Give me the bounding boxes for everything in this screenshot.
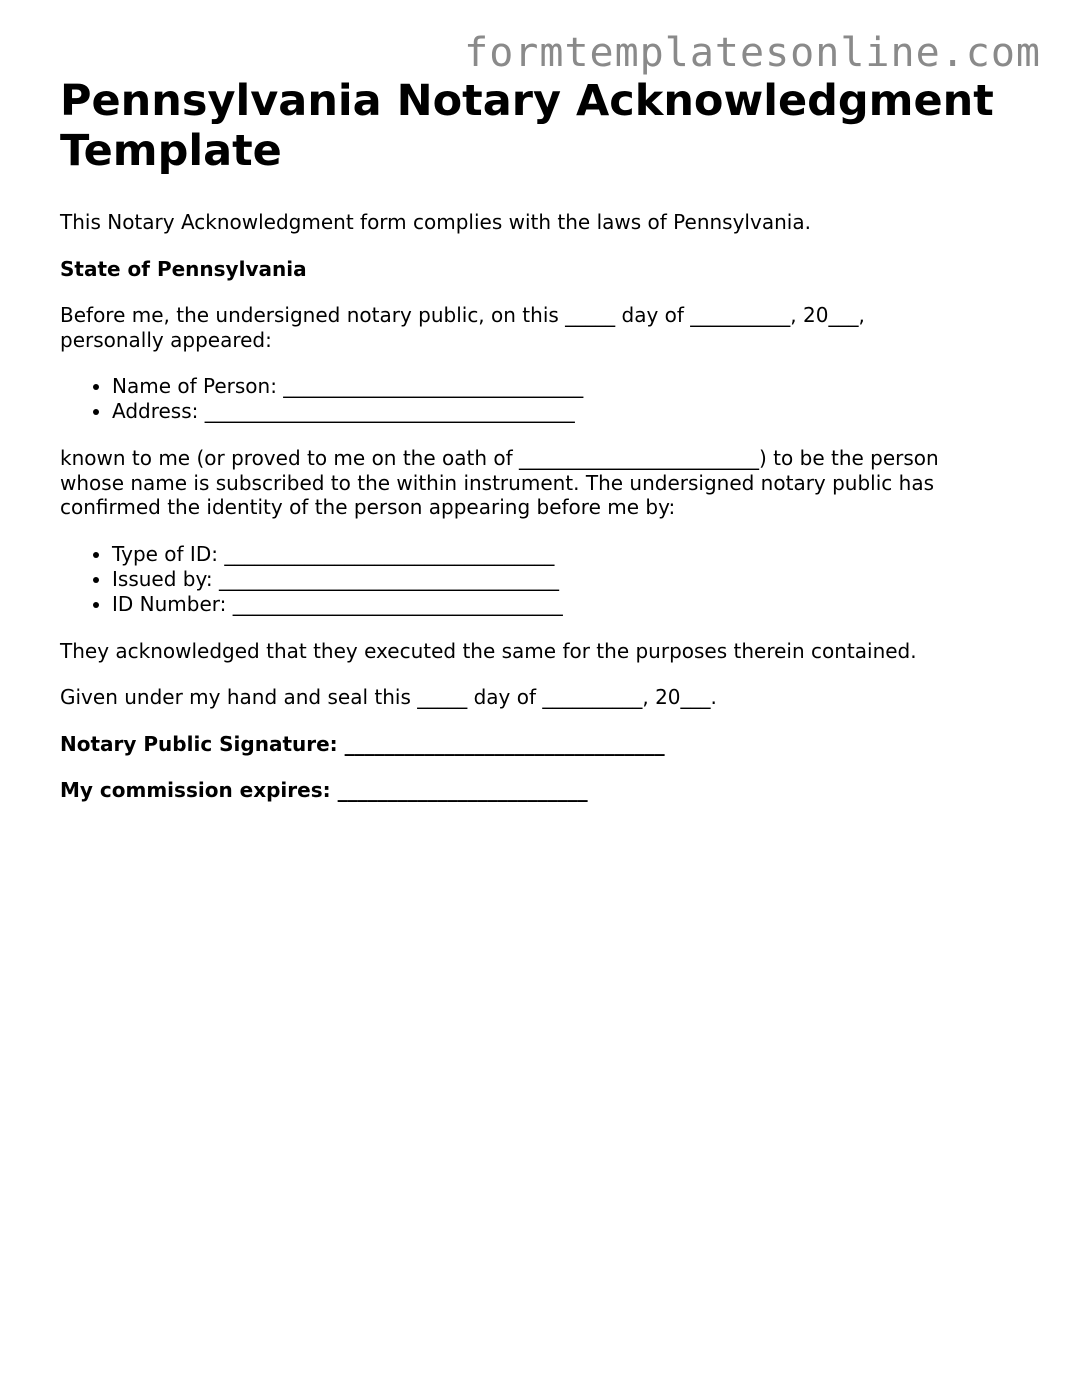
given-text: Given under my hand and seal this _____ day of __________, 20___. <box>60 685 717 709</box>
id-number-field: • ID Number: _________________________________ <box>112 592 1020 617</box>
known-paragraph <box>60 446 1020 520</box>
before-me-paragraph <box>60 303 1020 352</box>
address-field: • Address: _____________________________________ <box>112 399 1020 424</box>
commission-expires-line <box>60 778 1020 803</box>
commission-expires-label: My commission expires: <box>60 778 331 802</box>
watermark: formtemplatesonline.com <box>464 30 1041 76</box>
commission-expires-blank: _________________________ <box>337 778 588 802</box>
notary-signature-blank: ________________________________ <box>344 731 665 756</box>
issued-by-field: • Issued by: __________________________________ <box>112 567 1020 592</box>
known-line-1: known to me (or proved to me on the oath of ________________________) to be the person <box>60 446 939 470</box>
intro-text: This Notary Acknowledgment form complies with the laws of Pennsylvania. <box>60 210 811 234</box>
notary-signature-label: Notary Public Signature: <box>60 731 338 756</box>
person-fields-list <box>60 374 1020 424</box>
document-body <box>60 76 1020 803</box>
acknowledged-text: They acknowledged that they executed the same for the purposes therein contained. <box>60 638 917 663</box>
before-me-line-1: Before me, the undersigned notary public, on this _____ day of __________, 20___, <box>60 303 865 327</box>
page-title: Pennsylvania Notary Acknowledgment Template <box>60 76 994 176</box>
type-of-id-field: • Type of ID: _________________________________ <box>112 542 1020 567</box>
notary-signature-line <box>60 732 1020 757</box>
known-line-2: whose name is subscribed to the within instrument. The undersigned notary public has <box>60 470 934 495</box>
known-line-3: confirmed the identity of the person appearing before me by: <box>60 495 676 519</box>
name-of-person-field: • Name of Person: ______________________________ <box>112 374 1020 399</box>
id-fields-list <box>60 542 1020 617</box>
before-me-line-2: personally appeared: <box>60 327 272 352</box>
state-heading: State of Pennsylvania <box>60 256 307 281</box>
